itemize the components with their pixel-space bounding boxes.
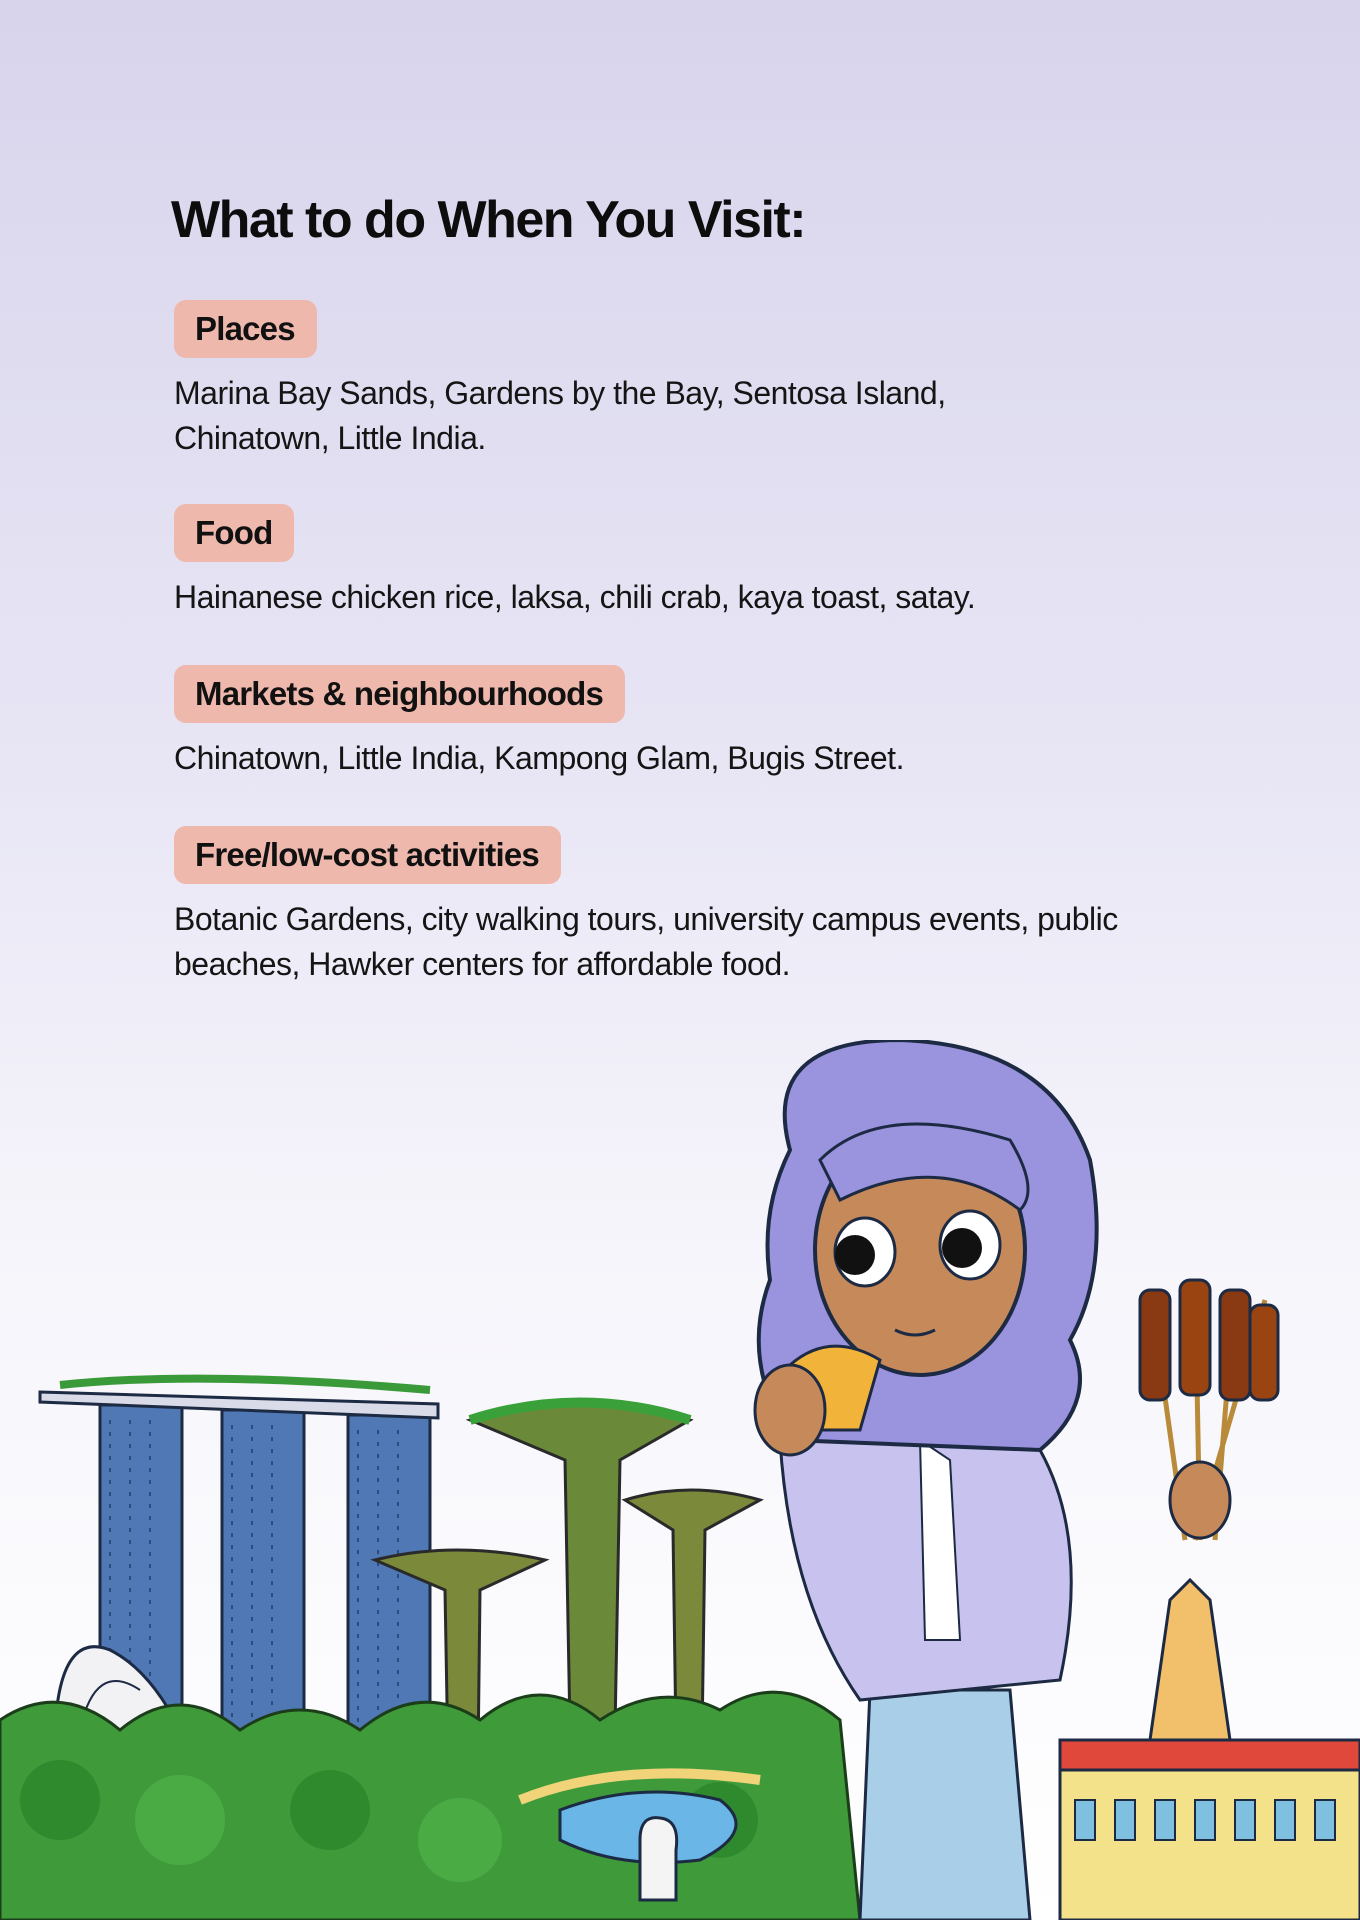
section-tag-free-activities: Free/low-cost activities <box>174 826 561 884</box>
singapore-illustration <box>0 1040 1360 1920</box>
page-title: What to do When You Visit: <box>171 191 806 249</box>
section-markets <box>174 665 1174 781</box>
section-text-places: Marina Bay Sands, Gardens by the Bay, Sentosa Island, Chinatown, Little India. <box>174 375 946 456</box>
section-text-free-activities: Botanic Gardens, city walking tours, university campus events, public beaches, Hawker centers for affordable food. <box>174 901 1118 982</box>
section-tag-places: Places <box>174 300 317 358</box>
satay-icon <box>1140 1280 1278 1540</box>
shophouses-icon <box>1060 1580 1360 1920</box>
section-text-food: Hainanese chicken rice, laksa, chili crab, kaya toast, satay. <box>174 579 976 615</box>
gardens-greenery-icon <box>0 1692 860 1920</box>
section-food <box>174 504 1174 620</box>
section-places <box>174 300 1174 461</box>
section-tag-food: Food <box>174 504 294 562</box>
merlion-icon <box>640 1818 677 1900</box>
section-tag-markets: Markets & neighbourhoods <box>174 665 625 723</box>
section-free-activities <box>174 826 1174 987</box>
section-text-markets: Chinatown, Little India, Kampong Glam, Bugis Street. <box>174 740 904 776</box>
